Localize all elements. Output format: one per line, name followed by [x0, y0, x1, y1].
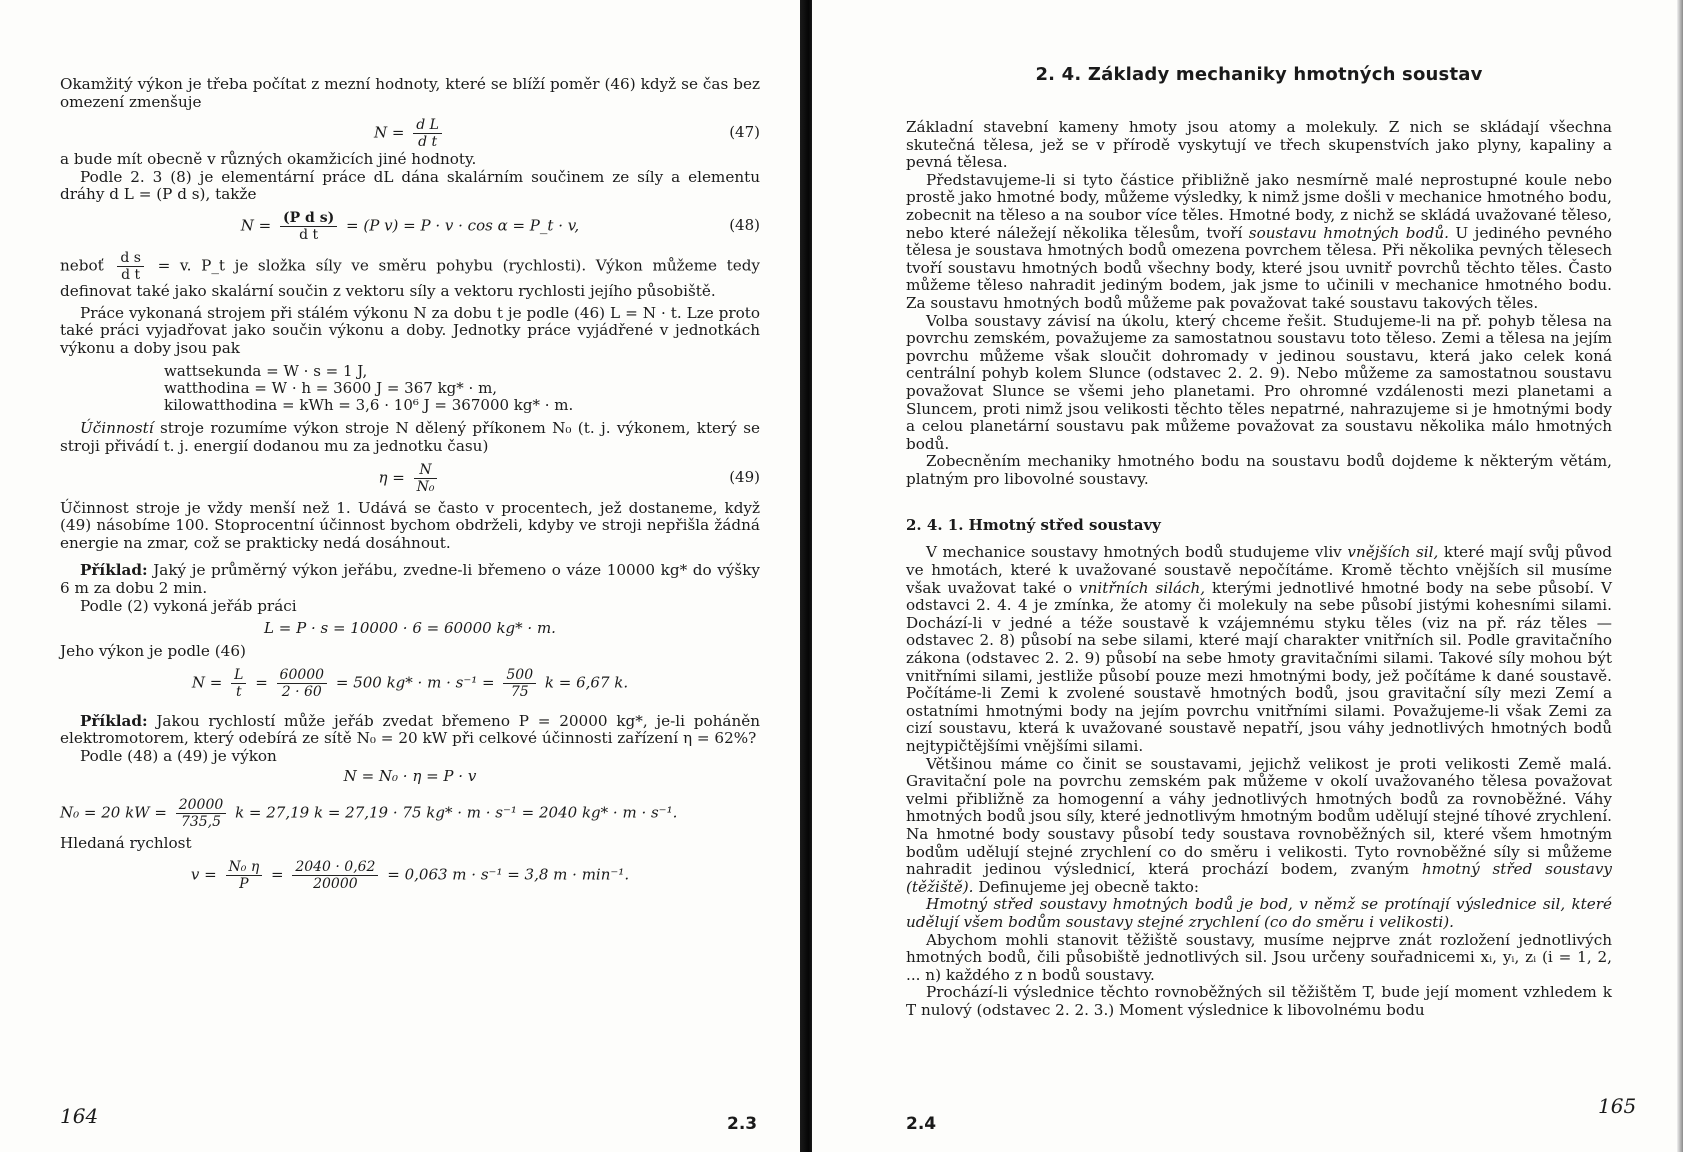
signature-mark-left: 2.3 — [727, 1114, 758, 1134]
equation-49: η = $\frac{N}{\text{N₀}}$ (49) — [378, 461, 760, 495]
equation-number: (49) — [729, 467, 760, 486]
page-number-right: 165 — [1598, 1094, 1637, 1118]
paragraph: Abychom mohli stanovit těžiště soustavy, musíme nejprve znát rozložení jednotlivých hmotných bodů, čili působiště jednotlivých sil. Jsou určeny souřadnicemi xᵢ, yᵢ, zᵢ (i = 1, 2, ... n) každého z n bodů soustavy. — [906, 930, 1612, 984]
paragraph: neboť $\frac{\text{d s}}{\text{d t}}$ = v. P_t je složka síly ve směru pohybu (rychlosti). Výkon můžeme tedy definovat také jako skalární součin z vektoru síly a vektoru rychlosti jejího působiště. — [60, 249, 761, 300]
page-number-left: 164 — [60, 1104, 99, 1128]
paragraph: Podle 2. 3 (8) je elementární práce dL dána skalárním součinem ze síly a elementu dráhy d L = (P d s), takže — [60, 167, 760, 204]
paragraph: Práce vykonaná strojem při stálém výkonu N za dobu t je podle (46) L = N · t. Lze proto také práci vyjadřovat jako součin výkonu a doby. Jednotky práce vyjádřené v jednotkách výkonu a doby jsou pak — [60, 303, 760, 357]
unit-list: wattsekunda = W · s = 1 J, watthodina = W · h = 3600 J = 367 kg* · m, kilowatthodina = kWh = 3,6 · 10⁶ J = 367000 kg* · m. — [164, 362, 574, 415]
paragraph: Podle (2) vykoná jeřáb práci — [80, 596, 297, 615]
paragraph: Většinou máme co činit se soustavami, jejichž velikost je proti velikosti Země malá. Gravitační pole na povrchu zemském pak můžeme v okolí uvažovaného tělesa považovat velmi přibližně za homogenní a váhy jednotlivých hmotných bodů za rovnoběžné. Váhy hmotných bodů jsou síly, které jednotlivým hmotným bodům udělují stejné tíhové zrychlení. Na hmotné body soustavy působí tedy soustava rovnoběžných sil, které všem hmotným bodům udělují stejné zrychlení co do směru i velikosti. Tyto rovnoběžné síly si můžeme nahradit jedinou výslednicí, která prochází bodem, zvaným hmotný střed soustavy (těžiště). Definujeme jej obecně takto: — [906, 754, 1612, 896]
example-2-equation-velocity: v = $\frac{\text{N₀ η}}{P}$ = $\frac{2040 \cdot 0,62}{20000}$ = 0,063 m · s⁻¹ = 3,8 m · min⁻¹. — [190, 859, 630, 893]
equation-47: N = $\frac{\text{d L}}{\text{d t}}$ (47) — [374, 117, 760, 151]
paragraph: Podle (48) a (49) je výkon — [80, 746, 277, 765]
right-text-column — [906, 60, 1612, 1020]
equation-number: (47) — [729, 123, 760, 142]
paragraph: V mechanice soustavy hmotných bodů studujeme vliv vnějších sil, které mají svůj původ ve hmotách, které k uvažované soustavě nepočítáme. Kromě těchto vnějších sil musíme však uvažovat také o vnitřních silách, kterými jednotlivé hmotné body na sebe působí. V odstavci 2. 4. 4 je zmínka, že atomy či molekuly na sebe působí jistými kohesními silami. Dochází-li v jedné a téže soustavě k vzájemnému styku těles (viz na př. ráz těles — odstavec 2. 8) působí na sebe silami, které mají charakter vnitřních sil. Podle gravitačního zákona (odstavec 2. 2. 9) působí na sebe hmoty gravitačními silami. Takové síly mohou být vnitřními silami, jestliže působí pouze mezi hmotnými body, jež počítáme k dané soustavě. Počítáme-li Zemi k zvolené soustavě hmotných bodů, jsou gravitační síly mezi Zemí a ostatními hmotnými body na jejím povrchu vnitřními silami. Považujeme-li však Zemi za cizí soustavu, která k uvažované soustavě nepatří, jsou váhy jednotlivých hmotných bodů nejtypičtějšími vnějšími silami. — [906, 543, 1613, 755]
paragraph: Účinností stroje rozumíme výkon stroje N dělený příkonem N₀ (t. j. výkonem, který se stroji přivádí t. j. energií dodanou mu za jednotku času) — [60, 419, 761, 455]
equation-number: (48) — [729, 215, 760, 234]
signature-mark-right: 2.4 — [906, 1114, 937, 1134]
paragraph: Základní stavební kameny hmoty jsou atomy a molekuly. Z nich se skládají všechna skutečná tělesa, jež se v přírodě vyskytují ve třech skupenstvích jako plyny, kapaliny a pevná tělesa. — [906, 118, 1612, 172]
page-edge — [1677, 0, 1683, 1152]
example-2-equation-input: N₀ = 20 kW = $\frac{20000}{735,5}$ k = 27,19 k = 27,19 · 75 kg* · m · s⁻¹ = 2040 kg* · m · s⁻¹. — [60, 797, 678, 831]
paragraph: Prochází-li výslednice těchto rovnoběžných sil těžištěm T, bude její moment vzhledem k T nulový (odstavec 2. 2. 3.) Moment výslednice k libovolnému bodu — [906, 983, 1612, 1019]
paragraph: Hledaná rychlost — [60, 834, 192, 853]
example-2: Příklad: Jakou rychlostí může jeřáb zvedat břemeno P = 20000 kg*, je-li poháněn elektromotorem, který odebírá ze sítě N₀ = 20 kW při celkové účinnosti zařízení η = 62%? — [60, 711, 760, 748]
paragraph: Jeho výkon je podle (46) — [60, 642, 246, 661]
equation-48: N = $\frac{\text{(P d s)}}{\text{d t}}$ = (P v) = P · v · cos α = P_t · v, (48) — [240, 209, 760, 243]
paragraph: a bude mít obecně v různých okamžicích jiné hodnoty. — [60, 150, 477, 169]
example-1: Příklad: Jaký je průměrný výkon jeřábu, zvedne-li břemeno o váze 10000 kg* do výšky 6 m za dobu 2 min. — [60, 561, 761, 597]
definition: Hmotný střed soustavy hmotných bodů je bod, v němž se protínají výslednice sil, které udělují všem bodům soustavy stejné zrychlení (co do směru i velikosti). — [906, 895, 1612, 931]
example-1-equation-power: N = $\frac{L}{t}$ = $\frac{60000}{2 \cdot 60}$ = 500 kg* · m · s⁻¹ = $\frac{500}{75}$ k = 6,67 k. — [191, 666, 629, 700]
paragraph: Představujeme-li si tyto částice přibližně jako nesmírně malé neprostupné koule nebo prostě jako hmotné body, můžeme výsledky, k nimž jsme došli v mechanice hmotného bodu, zobecnit na těleso a na soubor více těles. Hmotné body, z nichž se skládá uvažované těleso, nebo které náležejí několika tělesům, tvoří soustavu hmotných bodů. U jediného pevného tělesa je soustava hmotných bodů omezena povrchem tělesa. Při několika pevných tělesech tvoří soustavu hmotných bodů všechny body, které jsou uvnitř povrchů těchto těles. Často můžeme těleso nahradit jediným bodem, jak jsme to učinili v mechanice hmotného bodu. Za soustavu hmotných bodů můžeme pak považovat také soustavu takových těles. — [906, 170, 1613, 312]
left-text-column — [60, 76, 760, 897]
section-heading: 2. 4. Základy mechaniky hmotných soustav — [1035, 64, 1483, 85]
paragraph: Volba soustavy závisí na úkolu, který chceme řešit. Studujeme-li na př. pohyb tělesa na povrchu zemském, považujeme za samostatnou soustavu toto těleso. Zemi a tělesa na jejím povrchu můžeme však sloučit dohromady v jedinou soustavu, která jako celek koná centrální pohyb kolem Slunce (odstavec 2. 2. 9). Nebo můžeme za samostatnou soustavu považovat Slunce se všemi jeho planetami. Pro ohromné vzdálenosti mezi planetami a Sluncem, proti nimž jsou velikosti těchto těles nepatrné, nahrazujeme si je hmotnými body a celou planetární soustavu pak můžeme považovat za soustavu několika málo hmotných bodů. — [906, 311, 1612, 453]
example-1-equation-work: L = P · s = 10000 · 6 = 60000 kg* · m. — [264, 619, 556, 638]
subsection-heading: 2. 4. 1. Hmotný střed soustavy — [906, 516, 1161, 535]
paragraph: Zobecněním mechaniky hmotného bodu na soustavu bodů dojdeme k některým větám, platným pro libovolné soustavy. — [906, 452, 1612, 488]
paragraph: Účinnost stroje je vždy menší než 1. Udává se často v procentech, jež dostaneme, když (49) násobíme 100. Stoprocentní účinnost bychom obdrželi, kdyby ve stroji nepřišla žádná energie na zmar, což se prakticky nedá dosáhnout. — [60, 498, 760, 552]
paragraph-intro: Okamžitý výkon je třeba počítat z mezní hodnoty, které se blíží poměr (46) když se čas bez omezení zmenšuje — [60, 75, 760, 111]
example-2-equation-power: N = N₀ · η = P · v — [343, 767, 477, 786]
